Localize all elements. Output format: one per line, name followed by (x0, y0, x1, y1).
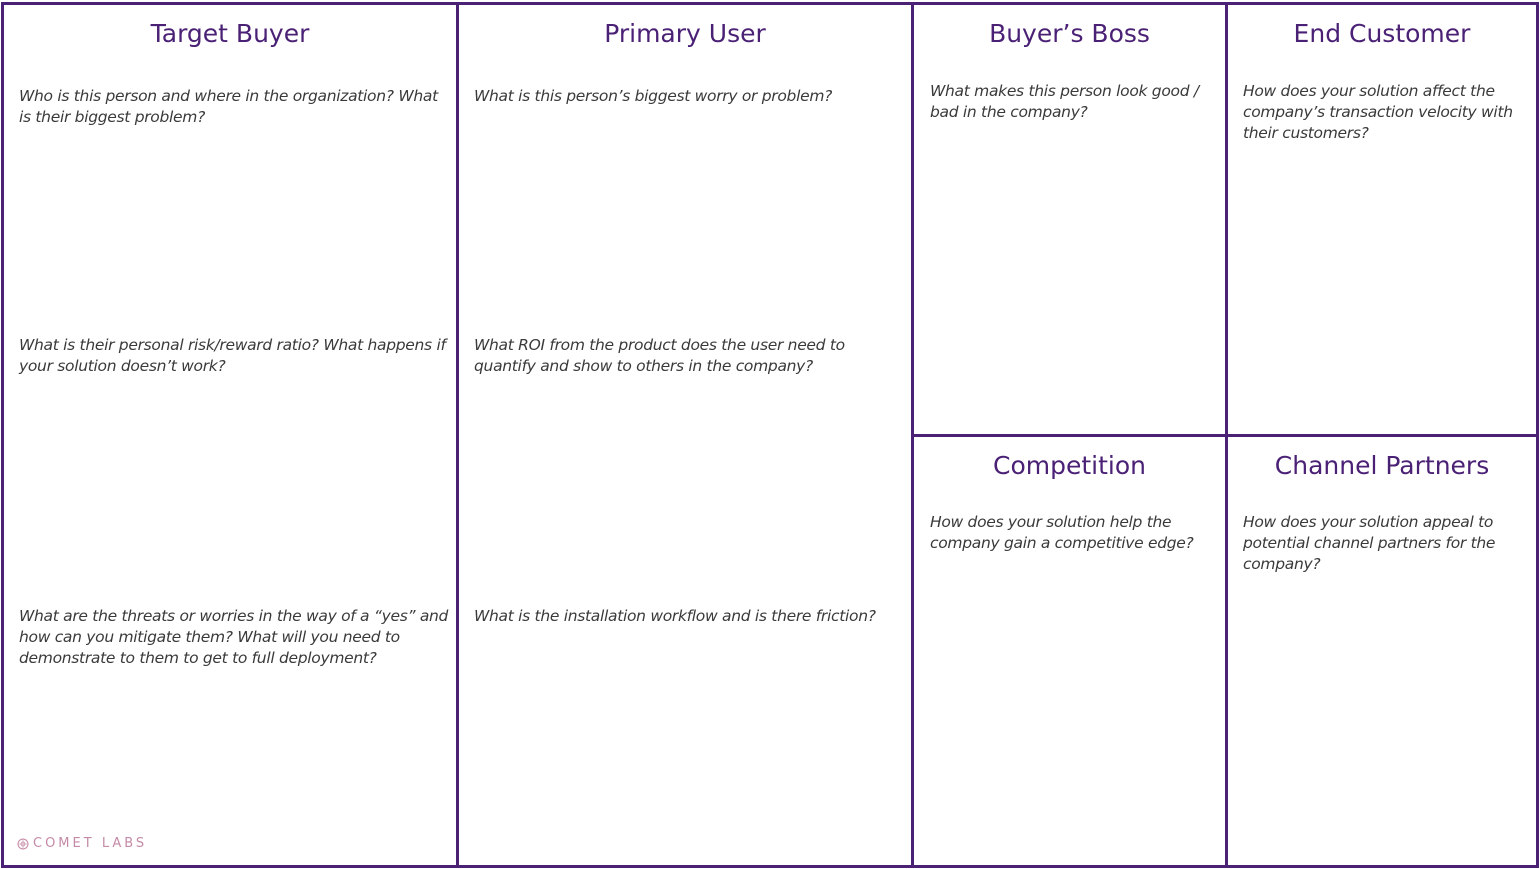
competition-title: Competition (993, 451, 1146, 480)
border-top (1, 2, 1539, 5)
end-customer-title: End Customer (1293, 19, 1471, 48)
divider-col-1 (456, 2, 459, 868)
divider-row-right (911, 434, 1539, 437)
channel-partners-question-1: How does your solution appeal to potential channel partners for the company? (1243, 513, 1496, 573)
end-customer-question-1: How does your solution affect the company’s transaction velocity with their customers? (1243, 82, 1513, 142)
competition-question-1: How does your solution help the company gain a competitive edge? (930, 513, 1194, 552)
primary-user-question-2: What ROI from the product does the user need to quantify and show to others in the company? (474, 336, 845, 375)
border-bottom (1, 865, 1539, 868)
comet-labs-logo (17, 836, 147, 852)
target-buyer-question-3: What are the threats or worries in the way of a “yes” and how can you mitigate them? What will you need to demonstrate to them to get to full deployment? (19, 607, 449, 667)
border-left (1, 2, 4, 868)
primary-user-title: Primary User (604, 19, 766, 48)
primary-user-question-1: What is this person’s biggest worry or problem? (474, 87, 833, 105)
target-buyer-title: Target Buyer (150, 19, 310, 48)
channel-partners-title: Channel Partners (1274, 451, 1490, 480)
buyers-boss-question-1: What makes this person look good / bad in the company? (930, 82, 1199, 121)
primary-user-question-3: What is the installation workflow and is there friction? (474, 607, 876, 625)
target-buyer-question-2: What is their personal risk/reward ratio? What happens if your solution doesn’t work? (19, 336, 446, 375)
target-buyer-question-1: Who is this person and where in the organization? What is their biggest problem? (19, 87, 438, 126)
comet-labs-logo-icon (17, 838, 29, 850)
comet-labs-logo-text: COMET LABS (33, 836, 148, 851)
buyers-boss-title: Buyer’s Boss (989, 19, 1150, 48)
